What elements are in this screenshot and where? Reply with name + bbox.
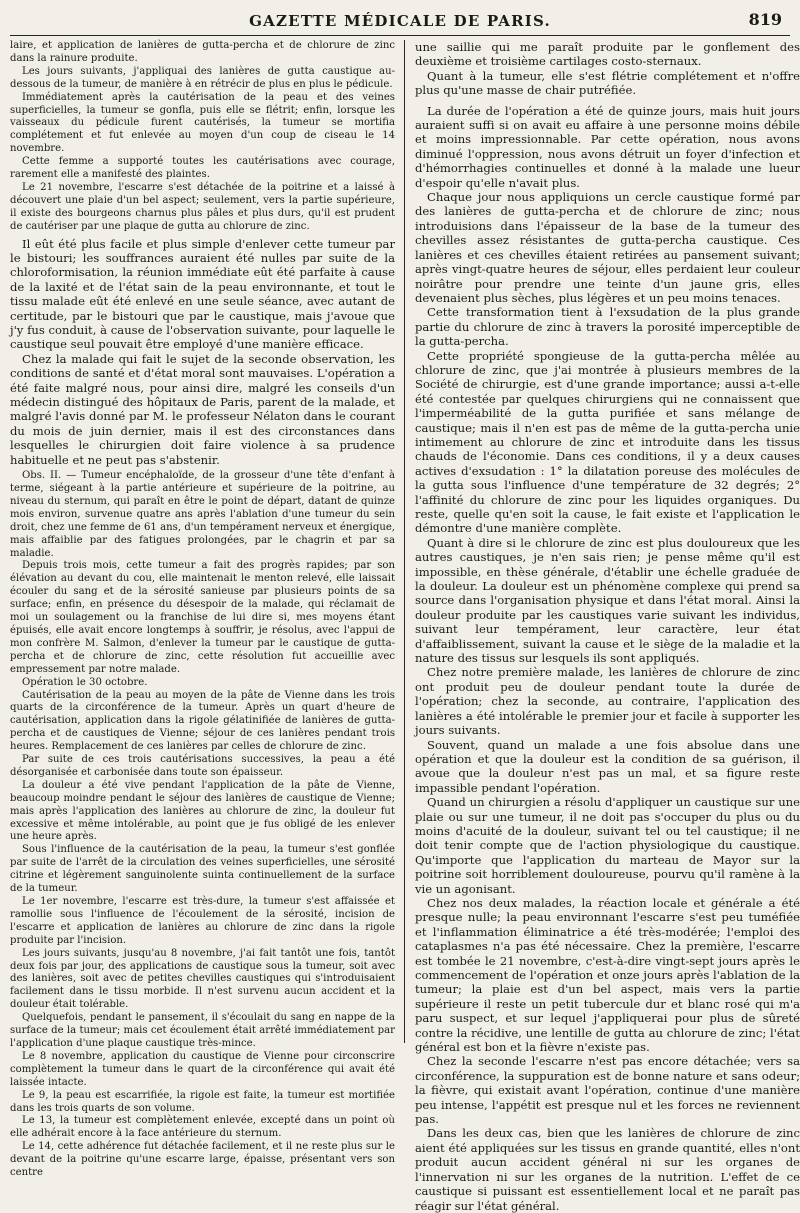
paragraph: Immédiatement après la cautérisation de la peau et des veines superficielles, la tumeur se gonfla, puis elle se flétrit; enfin, lorsque les vaisseaux du pédicule furent cautérisés, la tumeur se mortifia complétement et fut enlevée au moyen d'un coup de ciseau le 14 novembre. (10, 91, 395, 155)
paragraph: Le 8 novembre, application du caustique de Vienne pour circonscrire complètement la tumeur dans le quart de la circonférence qui avait été laissée intacte. (10, 1050, 395, 1088)
paragraph: Le 14, cette adhérence fut détachée facilement, et il ne reste plus sur le devant de la poitrine qu'une escarre large, épaisse, présentant vers son centre (10, 1141, 395, 1179)
left-column (10, 40, 395, 1179)
paragraph: Souvent, quand un malade a une fois absolue dans une opération et que la douleur est la condition de sa guérison, il avoue que la douleur n'est pas un mal, et sa figure reste impassible pendant l'opération. (415, 737, 800, 795)
page-header (0, 0, 800, 36)
paragraph: Cette propriété spongieuse de la gutta-percha mêlée au chlorure de zinc, que j'ai montrée à plusieurs membres de la Société de chirurgie, est d'une grande importance; aussi a-t-elle été contestée par quelques chirurgiens qui ne connaissent que l'imperméabilité de la gutta purifiée et sans mélange de caustique; mais il n'en est pas de même de la gutta-percha unie intimement au chlorure de zinc et introduite dans les tissus chauds de l'économie. Dans ces conditions, il y a deux causes actives d'exsudation : 1° la dilatation poreuse des molécules de la gutta sous l'influence d'une température de 32 degrés; 2° l'affinité du chlorure de zinc pour les liquides organiques. Du reste, quelle qu'en soit la cause, le fait existe et l'application le démontre d'une manière complète. (415, 348, 800, 536)
header-rule (10, 35, 790, 36)
paragraph: Les jours suivants, jusqu'au 8 novembre, j'ai fait tantôt une fois, tantôt deux fois par jour, des applications de caustique sous la tumeur, soit avec des lanières, soit avec de petites chevilles caustiques qui s'introduisaient facilement dans le tissu morbide. Il n'est survenu aucun accident et la douleur était tolérable. (10, 947, 395, 1011)
paragraph: Le 1er novembre, l'escarre est très-dure, la tumeur s'est affaissée et ramollie sous l'influence de l'écoulement de la sérosité, incision de l'escarre et application de lanières au chlorure de zinc dans la rigole produite par l'incision. (10, 896, 395, 946)
right-column (415, 40, 800, 1213)
paragraph: Il eût été plus facile et plus simple d'enlever cette tumeur par le bistouri; les souffrances auraient été nulles par suite de la chloroformisation, la réunion immédiate eût été parfaite à cause de la laxité et de l'état sain de la peau environnante, et tout le tissu malade eût été enlevé en une seule séance, avec autant de certitude, par le bistouri que par le caustique, mais j'avoue que j'y fus conduit, à cause de l'observation suivante, pour laquelle le caustique seul pouvait être employé d'une manière efficace. (10, 236, 395, 352)
paragraph: Chez nos deux malades, la réaction locale et générale a été presque nulle; la peau environnant l'escarre s'est peu tuméfiée et l'inflammation éliminatrice a été très-modérée; l'emploi des cataplasmes n'a pas été nécessaire. Chez la première, l'escarre est tombée le 21 novembre, c'est-à-dire vingt-sept jours après le commencement de l'opération et onze jours après l'ablation de la tumeur; la plaie est d'un bel aspect, mais vers la partie supérieure il reste un petit tubercule dur et blanc rosé qui m'a paru suspect, et sur lequel j'appliquerai pour plus de sûreté contre la récidive, une lentille de gutta au chlorure de zinc; l'état général est bon et la fièvre n'existe pas. (415, 895, 800, 1055)
paragraph: Le 13, la tumeur est complètement enlevée, excepté dans un point où elle adhérait encore à la face antérieure du sternum. (10, 1115, 395, 1140)
observation-heading-paragraph: Obs. II. — Tumeur encéphaloïde, de la grosseur d'une tête d'enfant à terme, siégeant à la partie antérieure et supérieure de la poitrine, au niveau du sternum, qui paraît en être le point de départ, datant de quinze mois environ, survenue quatre ans après l'ablation d'une tumeur du sein droit, chez une femme de 61 ans, d'un tempérament nerveux et énergique, mais affaiblie par des fatigues prolongées, par le chagrin et par sa maladie. (10, 470, 395, 559)
paragraph: Par suite de ces trois cautérisations successives, la peau a été désorganisée et carbonisée dans toute son épaisseur. (10, 754, 395, 778)
paragraph: Chaque jour nous appliquions un cercle caustique formé par des lanières de gutta-percha et de chlorure de zinc; nous introduisions dans l'épaisseur de la base de la tumeur des chevilles assez résistantes de gutta-percha caustique. Ces lanières et ces chevilles étaient retirées au pansement suivant; après vingt-quatre heures de séjour, elles perdaient leur couleur noirâtre pour prendre une teinte d'un jaune gris, elles devenaient plus sèches, plus légères et un peu moins tenaces. (415, 190, 800, 305)
paragraph: Quelquefois, pendant le pansement, il s'écoulait du sang en nappe de la surface de la tumeur; mais cet écoulement était arrêté immédiatement par l'application d'une plaque caustique très-mince. (10, 1012, 395, 1049)
paragraph: Le 9, la peau est escarrifiée, la rigole est faite, la tumeur est mortifiée dans les trois quarts de son volume. (10, 1089, 395, 1114)
paragraph: Chez la malade qui fait le sujet de la seconde observation, les conditions de santé et d'état moral sont mauvaises. L'opération a été faite malgré nous, pour ainsi dire, malgré les conseils d'un médecin distingué des hôpitaux de Paris, parent de la malade, et malgré l'avis donné par M. le professeur Nélaton dans le courant du mois de juin dernier, mais il est des circonstances dans lesquelles le chirurgien doit faire violence à sa prudence habituelle et ne peut pas s'abstenir. (10, 351, 395, 467)
paragraph: Chez la seconde l'escarre n'est pas encore détachée; vers sa circonférence, la suppuration est de bonne nature et sans odeur; la fièvre, qui existait avant l'opération, continue d'une manière peu intense, l'appétit est presque nul et les forces ne reviennent pas. (415, 1054, 800, 1127)
journal-title: GAZETTE MÉDICALE DE PARIS. (249, 12, 551, 30)
paragraph: Quant à la tumeur, elle s'est flétrie complétement et n'offre plus qu'une masse de chair putréfiée. (415, 68, 800, 98)
paragraph: une saillie qui me paraît produite par le gonflement des deuxième et troisième cartilages costo-sternaux. (415, 40, 800, 69)
paragraph: La douleur a été vive pendant l'application de la pâte de Vienne, beaucoup moindre pendant le séjour des lanières de caustique de Vienne; mais après l'application des lanières au chlorure de zinc, la douleur fut excessive et même intolérable, au point que je fus obligé de les enlever une heure après. (10, 779, 395, 843)
paragraph: Cette transformation tient à l'exsudation de la plus grande partie du chlorure de zinc à travers la porosité imperceptible de la gutta-percha. (415, 305, 800, 349)
paragraph: La durée de l'opération a été de quinze jours, mais huit jours auraient suffi si on avait eu affaire à une personne moins débile et moins impressionnable. Par cette opération, nous avons diminué l'oppression, nous avons détruit un foyer d'infection et d'hémorrhagies continuelles et donné à la malade une lueur d'espoir qu'elle n'avait plus. (415, 103, 800, 190)
column-divider (404, 40, 405, 1043)
paragraph: Quand un chirurgien a résolu d'appliquer un caustique sur une plaie ou sur une tumeur, il ne doit pas s'occuper du plus ou du moins d'acuité de la douleur, suivant tel ou tel caustique; il ne doit tenir compte que de l'action physiologique du caustique. Qu'importe que l'application du marteau de Mayor sur la poitrine soit horriblement douloureuse, pourvu qu'il ramène à la vie un agonisant. (415, 795, 800, 896)
paragraph: Depuis trois mois, cette tumeur a fait des progrès rapides; par son élévation au devant du cou, elle maintenait le menton relevé, elle laissait écouler du sang et de la sérosité sanieuse par plusieurs points de sa surface; enfin, en présence du désespoir de la malade, qui réclamait de moi un soulagement ou la franchise de lui dire si, mes moyens étant épuisés, elle avait encore longtemps à souffrir, je résolus, avec l'appui de mon confrère M. Salmon, d'enlever la tumeur par le caustique de gutta-percha et de chlorure de zinc, cette résolution fut accueillie avec empressement par notre malade. (10, 560, 395, 675)
paragraph: Les jours suivants, j'appliquai des lanières de gutta caustique au-dessous de la tumeur, de manière à en rétrécir de plus en plus le pédicule. (10, 65, 395, 90)
paragraph: Chez notre première malade, les lanières de chlorure de zinc ont produit peu de douleur pendant toute la durée de l'opération; chez la seconde, au contraire, l'application des lanières a été intolérable le premier jour et facile à supporter les jours suivants. (415, 665, 800, 738)
paragraph: Cautérisation de la peau au moyen de la pâte de Vienne dans les trois quarts de la circonférence de la tumeur. Après un quart d'heure de cautérisation, application dans la rigole gélatinifiée de lanières de gutta-percha et de caustiques de Vienne; séjour de ces lanières pendant trois heures. Remplacement de ces lanières par celles de chlorure de zinc. (10, 689, 395, 753)
paragraph: Sous l'influence de la cautérisation de la peau, la tumeur s'est gonflée par suite de l'arrêt de la circulation des veines superficielles, une sérosité citrine et légèrement sanguinolente suinta continuellement de la surface de la tumeur. (10, 844, 395, 895)
paragraph: Le 21 novembre, l'escarre s'est détachée de la poitrine et a laissé à découvert une plaie d'un bel aspect; seulement, vers la partie supérieure, il existe des bourgeons charnus plus pâles et plus durs, qu'il est prudent de cautériser par une plaque de gutta au chlorure de zinc. (10, 181, 395, 232)
paragraph: laire, et application de lanières de gutta-percha et de chlorure de zinc dans la rainure produite. (10, 40, 395, 64)
paragraph: Dans les deux cas, bien que les lanières de chlorure de zinc aient été appliquées sur les tissus en grande quantité, elles n'ont produit aucun accident général ni sur les organes de l'innervation ni sur les organes de la nutrition. L'effet de ce caustique si puissant est essentiellement local et ne paraît pas réagir sur l'état général. (415, 1126, 800, 1213)
paragraph: Opération le 30 octobre. (22, 676, 148, 688)
paragraph: Quant à dire si le chlorure de zinc est plus douloureux que les autres caustiques, je n'en sais rien; je pense même qu'il est impossible, en thèse générale, d'établir une échelle graduée de la douleur. La douleur est un phénomène complexe qui prend sa source dans l'organisation physique et dans l'état moral. Ainsi la douleur produite par les caustiques varie suivant les individus, suivant leur tempérament, leur caractère, leur état d'affaiblissement, suivant la cause et le siège de la maladie et la nature des tissus sur lesquels ils sont appliqués. (415, 535, 800, 666)
page-number: 819 (748, 10, 782, 29)
paragraph: Cette femme a supporté toutes les cautérisations avec courage, rarement elle a manifesté des plaintes. (10, 156, 395, 181)
